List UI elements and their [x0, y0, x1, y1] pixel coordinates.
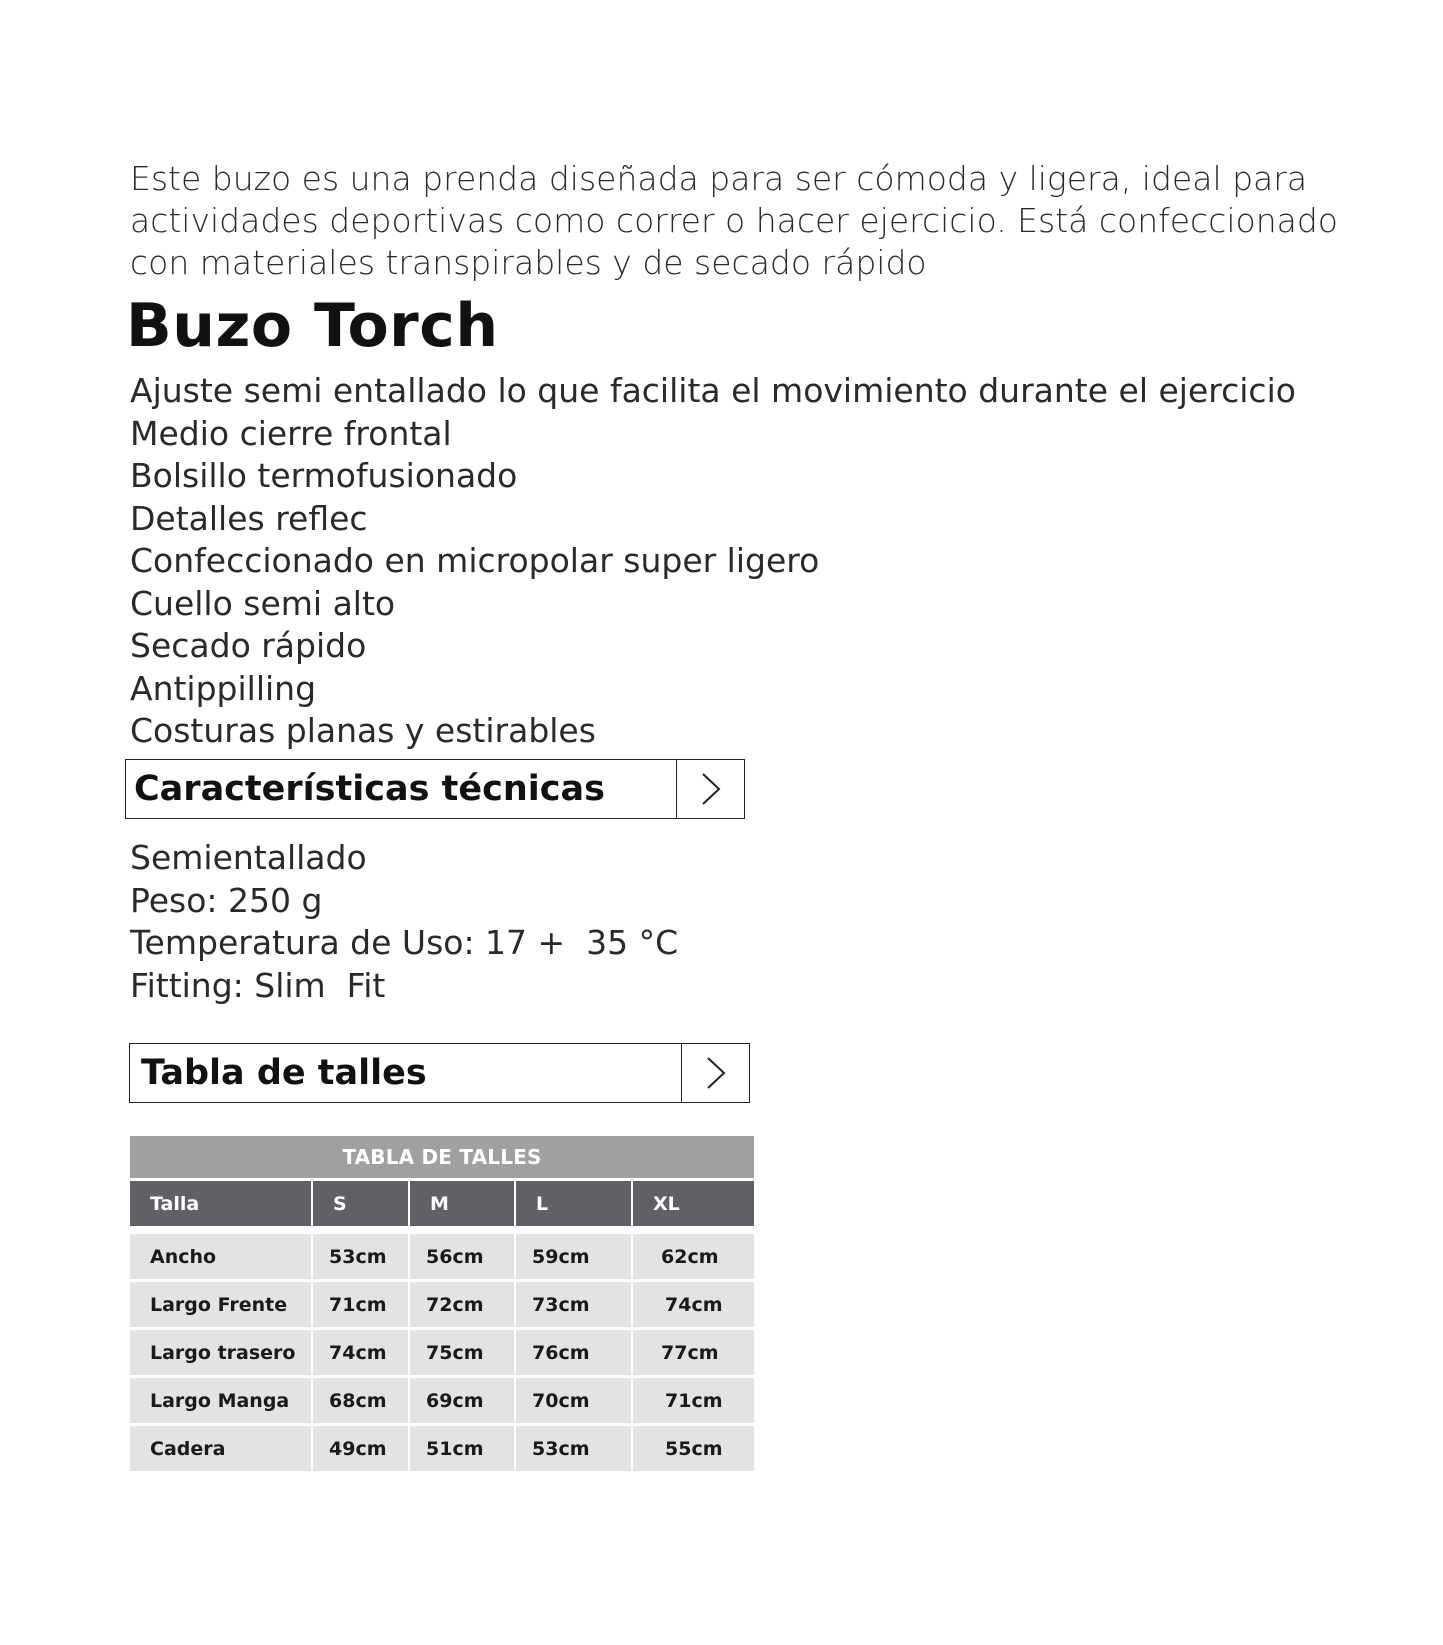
feature-item: Medio cierre frontal [130, 413, 452, 453]
product-title: Buzo Torch [126, 291, 499, 361]
table-cell: 56cm [410, 1234, 516, 1279]
table-cell: 62cm [633, 1234, 754, 1279]
table-cell: 71cm [313, 1282, 410, 1327]
row-label: Ancho [130, 1234, 313, 1279]
feature-item: Ajuste semi entallado lo que facilita el movimiento durante el ejercicio [130, 371, 1296, 410]
spec-item: Fitting: Slim Fit [130, 965, 386, 1005]
table-cell: 73cm [516, 1282, 633, 1327]
table-cell: 74cm [633, 1282, 754, 1327]
description-line: Este buzo es una prenda diseñada para ser cómoda y ligera, ideal para [130, 159, 1308, 198]
row-label: Largo Frente [130, 1282, 313, 1327]
size-table [130, 1136, 754, 1471]
feature-item: Confeccionado en micropolar super ligero [130, 541, 820, 580]
table-cell: 53cm [313, 1234, 410, 1279]
size-table-header [130, 1181, 754, 1226]
chevron-right-icon[interactable] [676, 760, 744, 818]
spec-item: Peso: 250 g [130, 880, 323, 920]
header-cell: S [313, 1181, 410, 1226]
table-row [130, 1330, 754, 1375]
row-label: Largo trasero [130, 1330, 313, 1375]
feature-item: Antippilling [130, 668, 317, 708]
chevron-right-icon[interactable] [681, 1044, 749, 1102]
header-cell: M [410, 1181, 516, 1226]
table-cell: 75cm [410, 1330, 516, 1375]
row-label: Largo Manga [130, 1378, 313, 1423]
feature-item: Cuello semi alto [130, 583, 396, 623]
size-chart-toggle[interactable] [129, 1043, 750, 1103]
table-cell: 69cm [410, 1378, 516, 1423]
table-cell: 68cm [313, 1378, 410, 1423]
spec-item: Semientallado [130, 838, 367, 877]
tech-specs-list [130, 837, 678, 1007]
table-cell: 49cm [313, 1426, 410, 1471]
description-line: con materiales transpirables y de secado rápido [130, 243, 927, 282]
feature-item: Secado rápido [130, 626, 367, 665]
description-line: actividades deportivas como correr o hacer ejercicio. Está confeccionado [130, 201, 1338, 240]
tech-specs-label: Características técnicas [134, 769, 605, 809]
header-cell: Talla [130, 1181, 313, 1226]
table-cell: 59cm [516, 1234, 633, 1279]
size-table-body [130, 1234, 754, 1471]
size-table-title: TABLA DE TALLES [130, 1136, 754, 1178]
tech-specs-toggle[interactable] [125, 759, 745, 819]
header-cell: L [516, 1181, 633, 1226]
table-cell: 53cm [516, 1426, 633, 1471]
table-cell: 74cm [313, 1330, 410, 1375]
feature-list [130, 370, 1370, 753]
product-description [130, 158, 1370, 284]
table-cell: 77cm [633, 1330, 754, 1375]
table-cell: 71cm [633, 1378, 754, 1423]
table-cell: 70cm [516, 1378, 633, 1423]
feature-item: Bolsillo termofusionado [130, 456, 518, 495]
header-cell: XL [633, 1181, 754, 1226]
table-row [130, 1282, 754, 1327]
table-cell: 76cm [516, 1330, 633, 1375]
table-cell: 72cm [410, 1282, 516, 1327]
spec-item: Temperatura de Uso: 17 + 35 °C [130, 923, 679, 962]
feature-item: Detalles reflec [130, 498, 368, 538]
table-cell: 55cm [633, 1426, 754, 1471]
table-cell: 51cm [410, 1426, 516, 1471]
row-label: Cadera [130, 1426, 313, 1471]
table-row [130, 1234, 754, 1279]
table-row [130, 1426, 754, 1471]
feature-item: Costuras planas y estirables [130, 711, 596, 750]
table-row [130, 1378, 754, 1423]
size-chart-label: Tabla de talles [141, 1053, 427, 1093]
